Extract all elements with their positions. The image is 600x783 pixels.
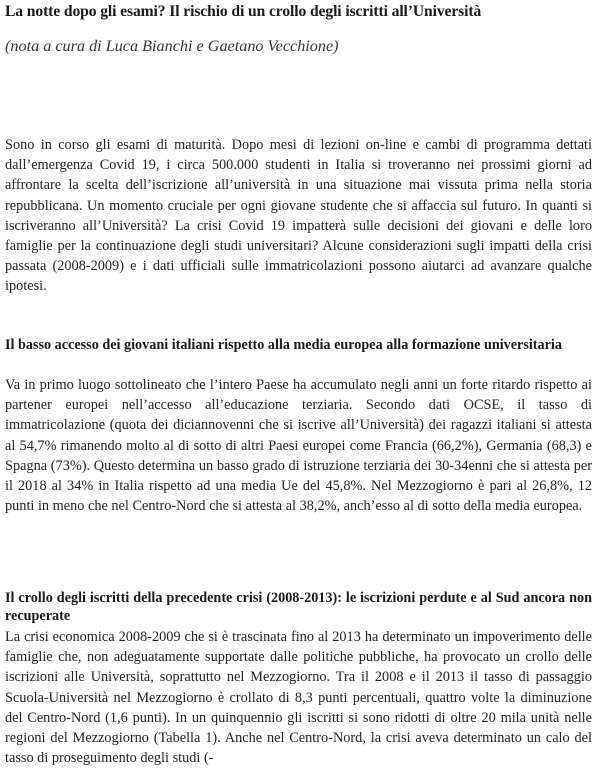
section-heading-enrollment-drop: Il crollo degli iscritti della precedente crisi (2008-2013): le iscrizioni perdute e al Sud ancora non recuperate — [5, 590, 592, 624]
section-body-low-access: Va in primo luogo sottolineato che l’intero Paese ha accumulato negli anni un forte ritardo rispetto ai partener europei nell’accesso all’educazione terziaria. Secondo dati OCSE, il tasso di immatricolazione (quota dei diciannovenni che si iscrive all’Università) dei ragazzi italiani si attesta al 54,7% rimanendo molto al di sotto di altri Paesi europei come Francia (66,2%), Germania (68,3) e Spagna (73%). Questo determina un basso grado di istruzione terziaria dei 30-34enni che si attesta per il 2018 al 34% in Italia rispetto ad una media Ue del 45,8%. Nel Mezzogiorno è pari al 26,8%, 12 punti in meno che nel Centro-Nord che si attesta al 38,2%, anch’esso al di sotto della media europea. — [5, 377, 592, 515]
article-authors-note: (nota a cura di Luca Bianchi e Gaetano Vecchione) — [5, 37, 339, 55]
article-title: La notte dopo gli esami? Il rischio di un crollo degli iscritti all’Università — [5, 3, 482, 20]
section-heading-low-access: Il basso accesso dei giovani italiani rispetto alla media europea alla formazione universitaria — [5, 337, 562, 353]
section-body-enrollment-drop: La crisi economica 2008-2009 che si è trascinata fino al 2013 ha determinato un impoverimento delle famiglie che, non adeguatamente supportate dalle politiche pubbliche, ha provocato un crollo delle iscrizioni alle Università, soprattutto nel Mezzogiorno. Tra il 2008 e il 2013 il tasso di passaggio Scuola-Università nel Mezzogiorno è crollato di 8,3 punti percentuali, quattro volte la diminuzione del Centro-Nord (1,6 punti). In un quinquennio gli iscritti si sono ridotti di oltre 20 mila unità nelle regioni del Mezzogiorno (Tabella 1). Anche nel Centro-Nord, la crisi aveva determinato un calo del tasso di proseguimento degli studi (- — [5, 629, 592, 767]
intro-paragraph: Sono in corso gli esami di maturità. Dopo mesi di lezioni on-line e cambi di programma dettati dall’emergenza Covid 19, i circa 500.000 studenti in Italia si troveranno nei prossimi giorni ad affrontare la scelta dell’iscrizione all’università in una situazione mai vissuta prima nella storia repubblicana. Un momento cruciale per ogni giovane studente che si affaccia sul futuro. In quanti si iscriveranno all’Università? La crisi Covid 19 impatterà sulle decisioni dei giovani e delle loro famiglie per la continuazione degli studi universitari? Alcune considerazioni sugli impatti della crisi passata (2008-2009) e i dati ufficiali sulle immatricolazioni possono aiutarci ad avanzare qualche ipotesi. — [5, 137, 592, 295]
